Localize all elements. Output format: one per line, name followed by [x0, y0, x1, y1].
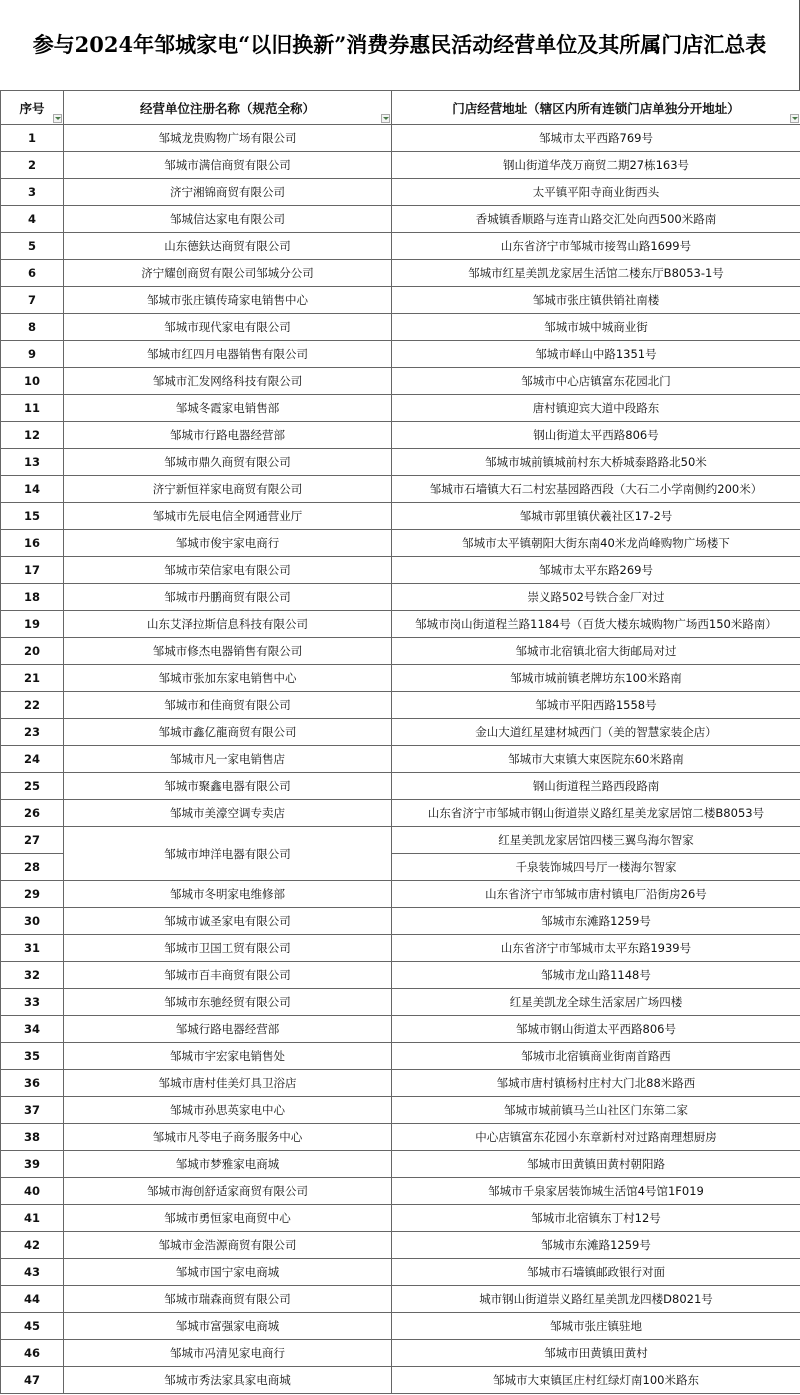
business-name: 邹城市海创舒适家商贸有限公司	[64, 1178, 392, 1205]
row-number: 11	[1, 395, 64, 422]
header-no-label: 序号	[19, 100, 45, 116]
header-no	[1, 91, 64, 125]
business-name: 邹城行路电器经营部	[64, 1016, 392, 1043]
business-name: 山东艾泽拉斯信息科技有限公司	[64, 611, 392, 638]
row-number: 44	[1, 1286, 64, 1313]
table-row	[1, 125, 800, 152]
table-row	[1, 449, 800, 476]
business-name: 邹城市富强家电商城	[64, 1313, 392, 1340]
store-address: 邹城市张庄镇供销社南楼	[392, 287, 800, 314]
row-number: 22	[1, 692, 64, 719]
row-number: 29	[1, 881, 64, 908]
store-address: 邹城市北宿镇商业街南首路西	[392, 1043, 800, 1070]
table-row	[1, 1097, 800, 1124]
business-name: 邹城市宇宏家电销售处	[64, 1043, 392, 1070]
table-row	[1, 1178, 800, 1205]
store-address: 中心店镇富东花园小东章新村对过路南理想厨房	[392, 1124, 800, 1151]
store-address: 钢山街道太平西路806号	[392, 422, 800, 449]
business-name: 邹城信达家电有限公司	[64, 206, 392, 233]
business-name: 邹城市俊宇家电商行	[64, 530, 392, 557]
store-address: 金山大道红星建材城西门（美的智慧家装企店）	[392, 719, 800, 746]
store-address: 唐村镇迎宾大道中段路东	[392, 395, 800, 422]
table-row	[1, 233, 800, 260]
business-name: 邹城市诚圣家电有限公司	[64, 908, 392, 935]
table-row	[1, 800, 800, 827]
store-address: 山东省济宁市邹城市接驾山路1699号	[392, 233, 800, 260]
row-number: 28	[1, 854, 64, 881]
store-address: 山东省济宁市邹城市唐村镇电厂沿街房26号	[392, 881, 800, 908]
row-number: 39	[1, 1151, 64, 1178]
business-name: 邹城市卫国工贸有限公司	[64, 935, 392, 962]
business-name: 邹城市冯清见家电商行	[64, 1340, 392, 1367]
store-address: 太平镇平阳寺商业街西头	[392, 179, 800, 206]
row-number: 27	[1, 827, 64, 854]
business-name: 邹城市金浩源商贸有限公司	[64, 1232, 392, 1259]
business-name: 邹城市聚鑫电器有限公司	[64, 773, 392, 800]
header-address	[392, 91, 800, 125]
row-number: 33	[1, 989, 64, 1016]
business-name: 邹城市冬明家电维修部	[64, 881, 392, 908]
row-number: 1	[1, 125, 64, 152]
business-name: 济宁新恒祥家电商贸有限公司	[64, 476, 392, 503]
table-row	[1, 206, 800, 233]
business-name: 邹城市张庄镇传琦家电销售中心	[64, 287, 392, 314]
table-row	[1, 611, 800, 638]
table-row	[1, 1259, 800, 1286]
row-number: 19	[1, 611, 64, 638]
row-number: 41	[1, 1205, 64, 1232]
business-name: 邹城市荣信家电有限公司	[64, 557, 392, 584]
store-address: 千泉装饰城四号厅一楼海尔智家	[392, 854, 800, 881]
row-number: 40	[1, 1178, 64, 1205]
store-address: 邹城市大束镇大束医院东60米路南	[392, 746, 800, 773]
row-number: 20	[1, 638, 64, 665]
table-row	[1, 935, 800, 962]
filter-dropdown-icon[interactable]	[790, 114, 799, 123]
store-address: 邹城市石墙镇邮政银行对面	[392, 1259, 800, 1286]
row-number: 18	[1, 584, 64, 611]
row-number: 8	[1, 314, 64, 341]
row-number: 47	[1, 1367, 64, 1394]
table-header-row	[1, 91, 800, 125]
header-address-label: 门店经营地址（辖区内所有连锁门店单独分开地址）	[452, 100, 740, 116]
store-address: 邹城市城中城商业街	[392, 314, 800, 341]
store-address: 邹城市北宿镇北宿大街邮局对过	[392, 638, 800, 665]
business-name: 邹城市现代家电有限公司	[64, 314, 392, 341]
row-number: 24	[1, 746, 64, 773]
table-row	[1, 881, 800, 908]
row-number: 21	[1, 665, 64, 692]
table-row	[1, 746, 800, 773]
row-number: 3	[1, 179, 64, 206]
store-address: 崇义路502号铁合金厂对过	[392, 584, 800, 611]
row-number: 12	[1, 422, 64, 449]
table-row	[1, 665, 800, 692]
business-name: 邹城市行路电器经营部	[64, 422, 392, 449]
business-name: 邹城市凡一家电销售店	[64, 746, 392, 773]
store-address: 邹城市郭里镇伏羲社区17-2号	[392, 503, 800, 530]
store-address: 邹城市平阳西路1558号	[392, 692, 800, 719]
store-address: 邹城市岗山街道程兰路1184号（百货大楼东城购物广场西150米路南）	[392, 611, 800, 638]
row-number: 32	[1, 962, 64, 989]
business-name: 邹城市东驰经贸有限公司	[64, 989, 392, 1016]
table-row	[1, 584, 800, 611]
table-row	[1, 1205, 800, 1232]
row-number: 43	[1, 1259, 64, 1286]
business-name: 邹城市勇恒家电商贸中心	[64, 1205, 392, 1232]
business-name: 邹城市汇发网络科技有限公司	[64, 368, 392, 395]
row-number: 7	[1, 287, 64, 314]
store-address: 红星美凯龙家居馆四楼三翼鸟海尔智家	[392, 827, 800, 854]
row-number: 4	[1, 206, 64, 233]
store-address: 城市钢山街道崇义路红星美凯龙四楼D8021号	[392, 1286, 800, 1313]
table-row	[1, 989, 800, 1016]
filter-dropdown-icon[interactable]	[53, 114, 62, 123]
table-row	[1, 557, 800, 584]
table-row	[1, 422, 800, 449]
table-row	[1, 179, 800, 206]
header-name	[64, 91, 392, 125]
row-number: 42	[1, 1232, 64, 1259]
table-row	[1, 827, 800, 854]
row-number: 6	[1, 260, 64, 287]
business-name: 邹城市凡苓电子商务服务中心	[64, 1124, 392, 1151]
business-name: 邹城市修杰电器销售有限公司	[64, 638, 392, 665]
row-number: 26	[1, 800, 64, 827]
store-address: 邹城市城前镇城前村东大桥城泰路路北50米	[392, 449, 800, 476]
table-row	[1, 395, 800, 422]
store-address: 钢山街道程兰路西段路南	[392, 773, 800, 800]
store-address: 邹城市太平镇朝阳大街东南40米龙尚峰购物广场楼下	[392, 530, 800, 557]
business-name: 邹城市张加东家电销售中心	[64, 665, 392, 692]
table-row	[1, 1151, 800, 1178]
row-number: 34	[1, 1016, 64, 1043]
business-name: 邹城市百丰商贸有限公司	[64, 962, 392, 989]
business-name: 邹城市唐村佳美灯具卫浴店	[64, 1070, 392, 1097]
row-number: 16	[1, 530, 64, 557]
table-row	[1, 530, 800, 557]
row-number: 15	[1, 503, 64, 530]
table-row	[1, 638, 800, 665]
store-address: 邹城市千泉家居装饰城生活馆4号馆1F019	[392, 1178, 800, 1205]
business-name: 邹城市坤洋电器有限公司	[64, 827, 392, 881]
business-name: 邹城市和佳商贸有限公司	[64, 692, 392, 719]
table-row	[1, 1070, 800, 1097]
table-row	[1, 1016, 800, 1043]
row-number: 10	[1, 368, 64, 395]
store-address: 邹城市田黄镇田黄村朝阳路	[392, 1151, 800, 1178]
table-row	[1, 1232, 800, 1259]
store-address: 邹城市太平西路769号	[392, 125, 800, 152]
business-name: 邹城市孙思英家电中心	[64, 1097, 392, 1124]
table-row	[1, 1313, 800, 1340]
row-number: 45	[1, 1313, 64, 1340]
business-name: 邹城冬霞家电销售部	[64, 395, 392, 422]
business-name: 邹城市秀法家具家电商城	[64, 1367, 392, 1394]
business-name: 山东德鈇达商贸有限公司	[64, 233, 392, 260]
store-address: 邹城市峄山中路1351号	[392, 341, 800, 368]
business-name: 邹城市满信商贸有限公司	[64, 152, 392, 179]
store-table	[0, 90, 800, 1394]
header-name-label: 经营单位注册名称（规范全称）	[139, 100, 315, 116]
table-row	[1, 260, 800, 287]
row-number: 38	[1, 1124, 64, 1151]
row-number: 5	[1, 233, 64, 260]
store-address: 邹城市中心店镇富东花园北门	[392, 368, 800, 395]
table-row	[1, 962, 800, 989]
store-address: 邹城市东滩路1259号	[392, 1232, 800, 1259]
store-address: 红星美凯龙全球生活家居广场四楼	[392, 989, 800, 1016]
store-address: 邹城市太平东路269号	[392, 557, 800, 584]
row-number: 37	[1, 1097, 64, 1124]
table-row	[1, 152, 800, 179]
store-address: 邹城市城前镇马兰山社区门东第二家	[392, 1097, 800, 1124]
table-row	[1, 287, 800, 314]
row-number: 35	[1, 1043, 64, 1070]
row-number: 2	[1, 152, 64, 179]
row-number: 23	[1, 719, 64, 746]
store-address: 钢山街道华茂万商贸二期27栋163号	[392, 152, 800, 179]
table-row	[1, 1043, 800, 1070]
business-name: 济宁湘锦商贸有限公司	[64, 179, 392, 206]
store-address: 邹城市大束镇匡庄村红绿灯南100米路东	[392, 1367, 800, 1394]
business-name: 邹城市鼎久商贸有限公司	[64, 449, 392, 476]
business-name: 邹城市丹鹏商贸有限公司	[64, 584, 392, 611]
store-address: 邹城市石墙镇大石二村宏基园路西段（大石二小学南侧约200米）	[392, 476, 800, 503]
table-row	[1, 503, 800, 530]
store-address: 邹城市唐村镇杨村庄村大门北88米路西	[392, 1070, 800, 1097]
table-row	[1, 476, 800, 503]
row-number: 36	[1, 1070, 64, 1097]
store-address: 邹城市城前镇老牌坊东100米路南	[392, 665, 800, 692]
store-address: 邹城市张庄镇驻地	[392, 1313, 800, 1340]
business-name: 邹城市美濠空调专卖店	[64, 800, 392, 827]
table-row	[1, 719, 800, 746]
store-address: 邹城市东滩路1259号	[392, 908, 800, 935]
table-row	[1, 1286, 800, 1313]
page-title: 参与2024年邹城家电“以旧换新”消费券惠民活动经营单位及其所属门店汇总表	[0, 0, 800, 90]
table-row	[1, 341, 800, 368]
store-address: 邹城市红星美凯龙家居生活馆二楼东厅B8053-1号	[392, 260, 800, 287]
row-number: 17	[1, 557, 64, 584]
store-address: 邹城市钢山街道太平西路806号	[392, 1016, 800, 1043]
row-number: 30	[1, 908, 64, 935]
store-address: 山东省济宁市邹城市太平东路1939号	[392, 935, 800, 962]
business-name: 邹城市梦雅家电商城	[64, 1151, 392, 1178]
business-name: 邹城市先辰电信全网通营业厅	[64, 503, 392, 530]
table-row	[1, 1124, 800, 1151]
filter-dropdown-icon[interactable]	[381, 114, 390, 123]
business-name: 邹城市鑫亿龍商贸有限公司	[64, 719, 392, 746]
table-row	[1, 908, 800, 935]
store-address: 邹城市田黄镇田黄村	[392, 1340, 800, 1367]
row-number: 14	[1, 476, 64, 503]
table-row	[1, 692, 800, 719]
store-address: 香城镇香顺路与连青山路交汇处向西500米路南	[392, 206, 800, 233]
business-name: 济宁耀创商贸有限公司邹城分公司	[64, 260, 392, 287]
business-name: 邹城市红四月电器销售有限公司	[64, 341, 392, 368]
business-name: 邹城市瑞森商贸有限公司	[64, 1286, 392, 1313]
business-name: 邹城龙贵购物广场有限公司	[64, 125, 392, 152]
row-number: 46	[1, 1340, 64, 1367]
store-address: 山东省济宁市邹城市钢山街道崇义路红星美龙家居馆二楼B8053号	[392, 800, 800, 827]
row-number: 25	[1, 773, 64, 800]
row-number: 9	[1, 341, 64, 368]
store-address: 邹城市北宿镇东丁村12号	[392, 1205, 800, 1232]
table-row	[1, 1340, 800, 1367]
table-row	[1, 368, 800, 395]
business-name: 邹城市国宁家电商城	[64, 1259, 392, 1286]
row-number: 13	[1, 449, 64, 476]
row-number: 31	[1, 935, 64, 962]
table-row	[1, 1367, 800, 1394]
table-row	[1, 314, 800, 341]
store-address: 邹城市龙山路1148号	[392, 962, 800, 989]
table-row	[1, 773, 800, 800]
